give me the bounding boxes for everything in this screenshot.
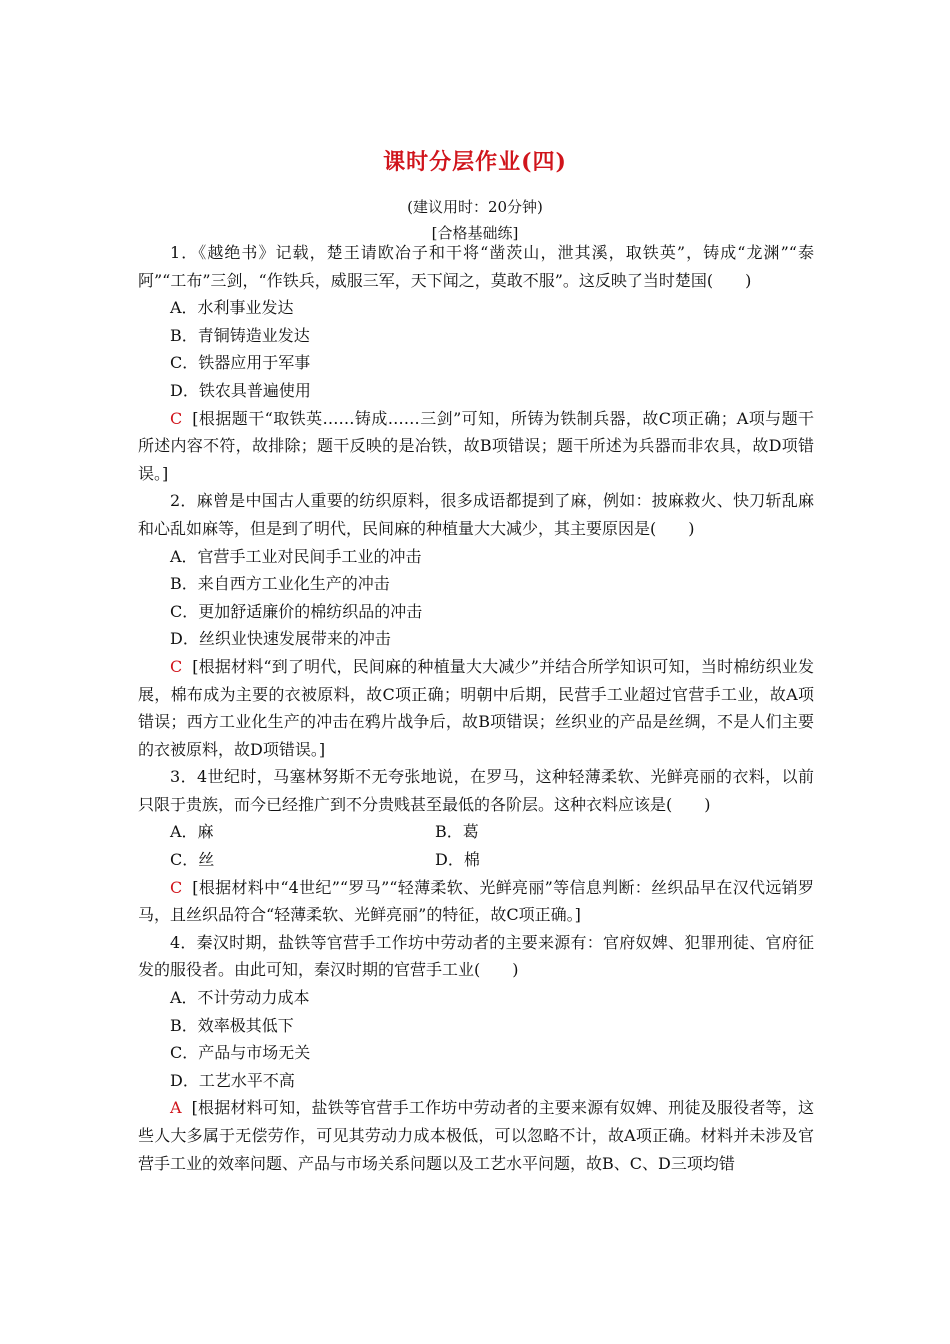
question-3 — [138, 763, 814, 929]
question-stem: 2．麻曾是中国古人重要的纺织原料，很多成语都提到了麻，例如：披麻救火、快刀斩乱麻和心乱如麻等，但是到了明代，民间麻的种植量大大减少，其主要原因是( ) — [138, 491, 814, 538]
answer-explanation — [138, 874, 814, 929]
question-stem: 4．秦汉时期，盐铁等官营手工作坊中劳动者的主要来源有：官府奴婢、犯罪刑徒、官府征发的服役者。由此可知，秦汉时期的官营手工业( ) — [138, 932, 814, 980]
option-a: A．水利事业发达 — [170, 298, 294, 318]
option-row — [138, 846, 814, 874]
question-stem: 3．4世纪时，马塞林努斯不无夸张地说，在罗马，这种轻薄柔软、光鲜亮丽的衣料，以前只限于贵族，而今已经推广到不分贵贱甚至最低的各阶层。这种衣料应该是( ) — [138, 767, 814, 814]
option-c: C．产品与市场无关 — [170, 1043, 311, 1063]
question-list — [138, 239, 814, 1177]
question-stem: 1．《越绝书》记载，楚王请欧冶子和干将“凿茨山，泄其溪，取铁英”，铸成“龙渊”“泰阿”“工布”三剑，“作铁兵，威服三军，天下闻之，莫敢不服”。这反映了当时楚国( ) — [138, 243, 814, 290]
option-b: B．青铜铸造业发达 — [170, 325, 310, 345]
option-c: C．丝 — [170, 850, 215, 870]
explanation-text: [根据题干“取铁英……铸成……三剑”可知，所铸为铁制兵器，故C项正确；A项与题干所述内容不符，故排除；题干反映的是冶铁，故B项错误；题干所述为兵器而非农具，故D项错误。] — [138, 408, 814, 483]
answer-explanation — [138, 1094, 814, 1177]
answer-explanation — [138, 653, 814, 763]
question-4 — [138, 929, 814, 1177]
explanation-text: [根据材料可知，盐铁等官营手工作坊中劳动者的主要来源有奴婢、刑徒及服役者等，这些人大多属于无偿劳作，可见其劳动力成本极低，可以忽略不计，故A项正确。材料并未涉及官营手工业的效率问题、产品与市场关系问题以及工艺水平问题，故B、C、D三项均错 — [138, 1098, 814, 1173]
explanation-text: [根据材料中“4世纪”“罗马”“轻薄柔软、光鲜亮丽”等信息判断：丝织品早在汉代远销罗马，且丝织品符合“轻薄柔软、光鲜亮丽”的特征，故C项正确。] — [138, 877, 814, 925]
section-heading: [合格基础练] — [431, 224, 519, 242]
option-d: D．铁农具普遍使用 — [170, 380, 311, 400]
answer-explanation — [138, 405, 814, 488]
option-a: A．不计劳动力成本 — [170, 988, 310, 1008]
option-row — [138, 818, 814, 846]
explanation-text: [根据材料“到了明代，民间麻的种植量大大减少”并结合所学知识可知，当时棉纺织业发展，棉布成为主要的衣被原料，故C项正确；明朝中后期，民营手工业超过官营手工业，故A项错误；西方工业化生产的冲击在鸦片战争后，故B项错误；丝织业的产品是丝绸，不是人们主要的衣被原料，故D项错误。] — [138, 656, 814, 759]
answer-letter: C — [170, 408, 183, 428]
option-b: B．效率极其低下 — [170, 1015, 294, 1035]
time-note: (建议用时：20分钟) — [407, 198, 543, 216]
option-b: B．来自西方工业化生产的冲击 — [170, 574, 390, 594]
answer-letter: C — [170, 656, 183, 676]
question-1 — [138, 239, 814, 487]
option-d: D．棉 — [435, 850, 480, 870]
question-2 — [138, 487, 814, 763]
option-b: B．葛 — [435, 822, 479, 842]
answer-letter: C — [170, 877, 183, 897]
option-c: C．更加舒适廉价的棉纺织品的冲击 — [170, 601, 423, 621]
option-a: A．官营手工业对民间手工业的冲击 — [170, 546, 422, 566]
answer-letter: A — [170, 1098, 182, 1118]
page-title: 课时分层作业(四) — [383, 149, 567, 175]
option-d: D．丝织业快速发展带来的冲击 — [170, 629, 391, 649]
option-a: A．麻 — [170, 822, 214, 842]
option-c: C．铁器应用于军事 — [170, 353, 311, 373]
option-d: D．工艺水平不高 — [170, 1070, 295, 1090]
